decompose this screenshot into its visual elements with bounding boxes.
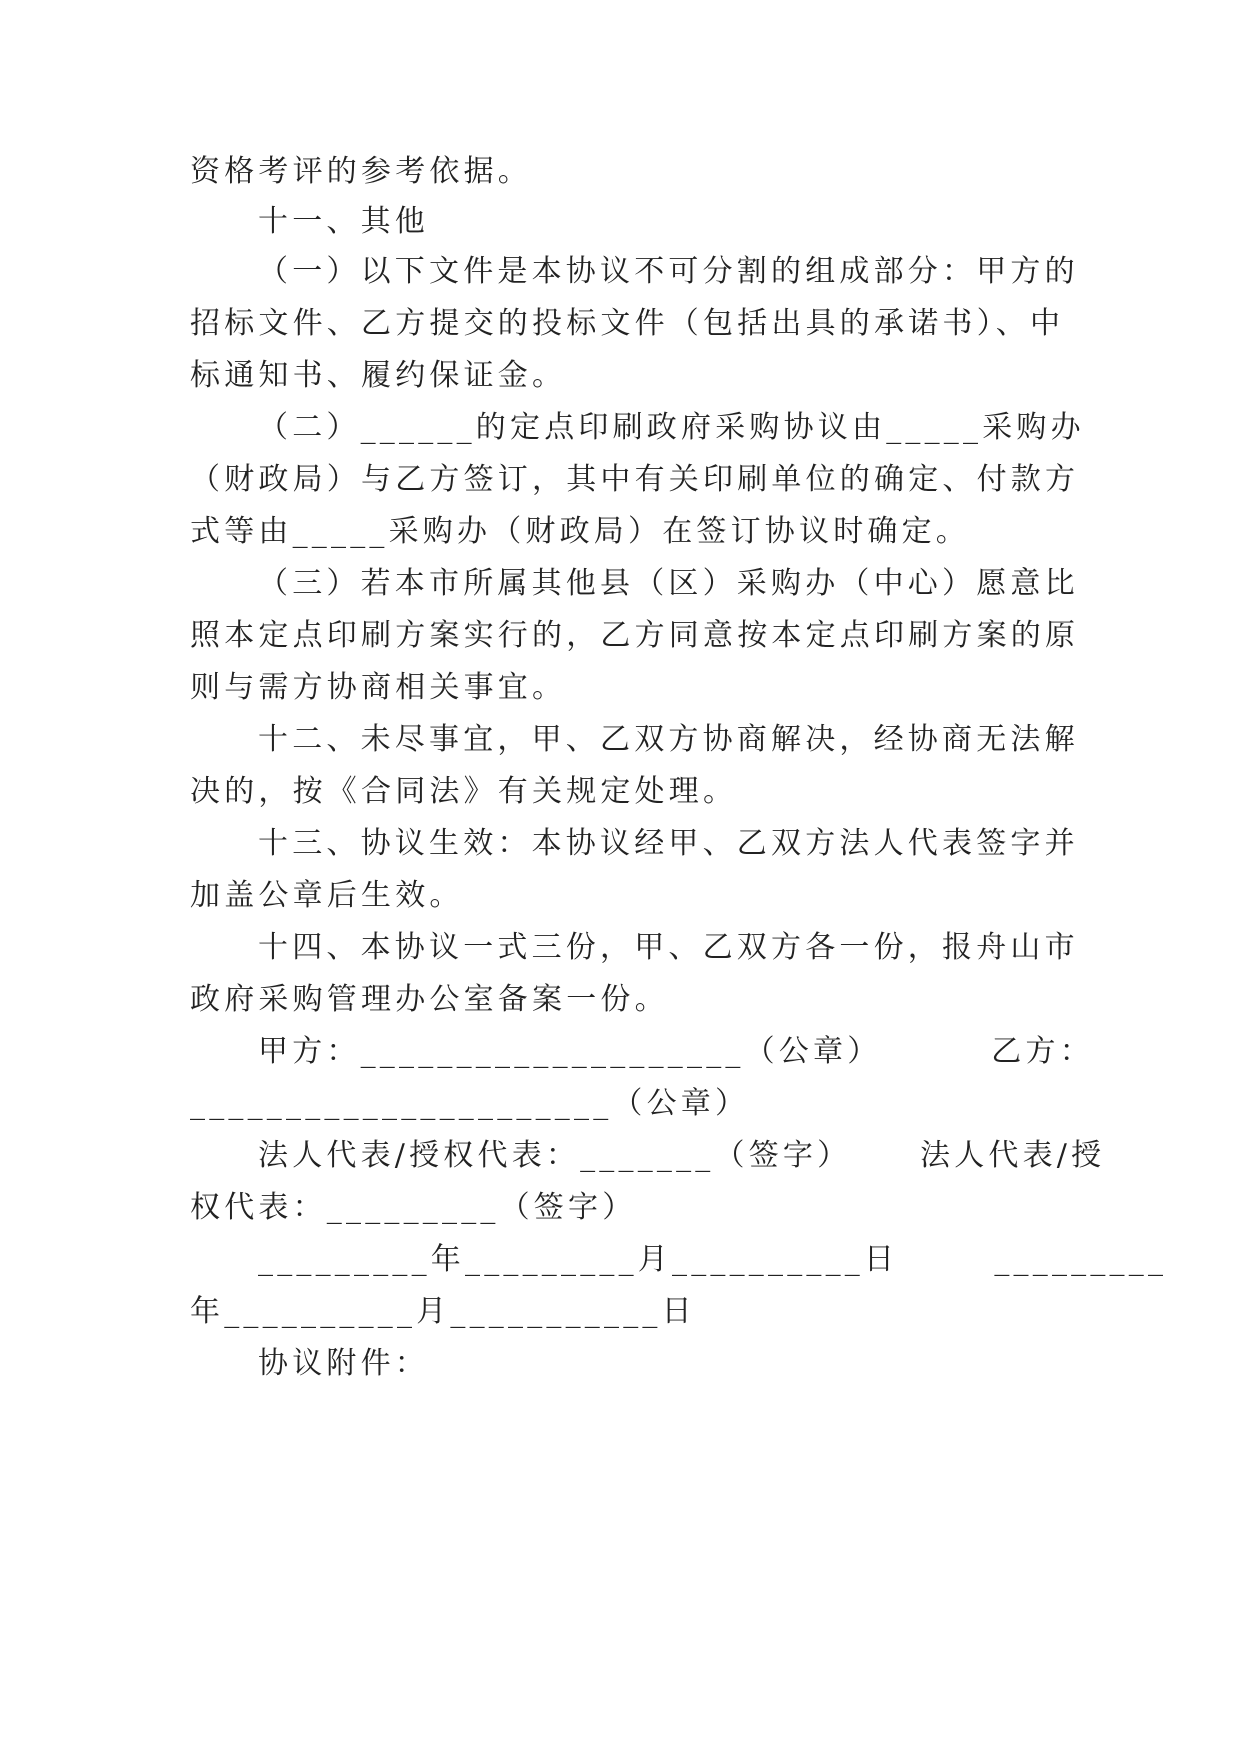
paragraph-line: 式等由_____采购办（财政局）在签订协议时确定。 [190,514,970,549]
date-line: _________年_________月__________日 _________ [258,1242,1168,1277]
party-a-seal-line: 甲方：____________________（公章） 乙方： [258,1034,1094,1069]
party-b-seal-line: ______________________（公章） [190,1086,750,1121]
date-line: 年__________月___________日 [190,1294,696,1329]
representative-signature-line: 法人代表/授权代表：_______（签字） 法人代表/授 [258,1138,1106,1173]
paragraph-line: 十二、未尽事宜，甲、乙双方协商解决，经协商无法解 [258,722,1079,757]
paragraph-line: 照本定点印刷方案实行的，乙方同意按本定点印刷方案的原 [190,618,1080,653]
paragraph-line: 十三、协议生效：本协议经甲、乙双方法人代表签字并 [258,826,1079,861]
representative-signature-line: 权代表：_________（签字） [190,1190,637,1225]
paragraph-line: 决的，按《合同法》有关规定处理。 [190,774,738,809]
paragraph-line: 加盖公章后生效。 [190,878,464,913]
section-heading: 十一、其他 [258,204,429,239]
attachment-heading: 协议附件： [258,1346,429,1381]
paragraph-line: （一）以下文件是本协议不可分割的组成部分：甲方的 [258,254,1079,289]
paragraph-line: （财政局）与乙方签订，其中有关印刷单位的确定、付款方 [190,462,1080,497]
paragraph-line: 招标文件、乙方提交的投标文件（包括出具的承诺书）、中 [190,306,1065,341]
paragraph-line: 资格考评的参考依据。 [190,154,532,189]
paragraph-line: 则与需方协商相关事宜。 [190,670,567,705]
paragraph-line: 政府采购管理办公室备案一份。 [190,982,669,1017]
paragraph-line: 标通知书、履约保证金。 [190,358,567,393]
paragraph-line: 十四、本协议一式三份，甲、乙双方各一份，报舟山市 [258,930,1079,965]
paragraph-line: （二）______的定点印刷政府采购协议由_____采购办 [258,410,1085,445]
paragraph-line: （三）若本市所属其他县（区）采购办（中心）愿意比 [258,566,1079,601]
